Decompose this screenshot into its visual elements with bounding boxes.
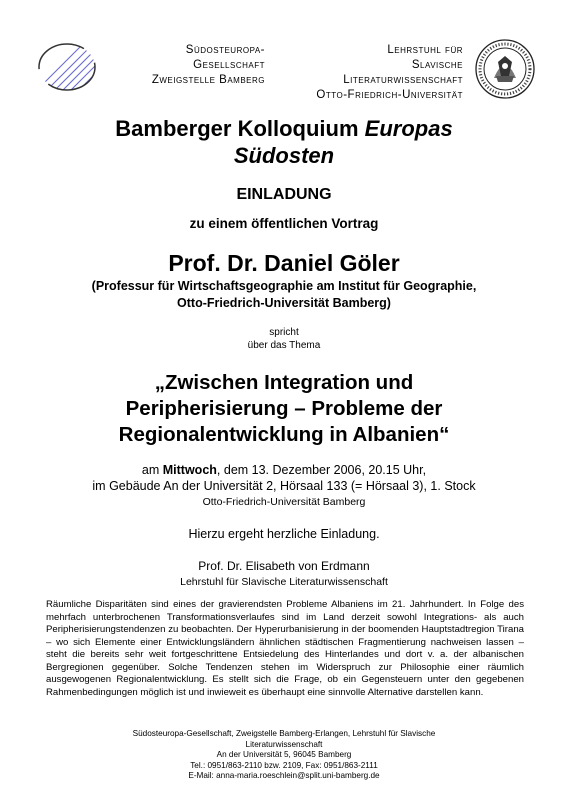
society-logo [35, 40, 99, 94]
lecture-topic [0, 370, 568, 448]
society-name [110, 43, 265, 88]
event-university: Otto-Friedrich-Universität Bamberg [202, 496, 366, 508]
invite-text: Hierzu ergeht herzliche Einladung. [188, 527, 380, 541]
footer-contact [40, 729, 528, 782]
footer-line-1: Südosteuropa-Gesellschaft, Zweigstelle Bamberg-Erlangen, Lehrstuhl für Slavische [132, 729, 436, 738]
affiliation-line-2: Otto-Friedrich-Universität Bamberg) [177, 296, 391, 310]
footer-line-5: E-Mail: anna-maria.roeschlein@split.uni-bamberg.de [188, 771, 380, 780]
title-line-2-italic: Südosten [233, 143, 335, 168]
signature-chair: Lehrstuhl für Slavische Literaturwissenschaft [180, 576, 388, 588]
spricht-line-2: über das Thema [247, 340, 321, 351]
chair-name [285, 43, 463, 103]
spricht-text [0, 326, 568, 352]
event-date: , dem 13. Dezember 2006, 20.15 Uhr, [216, 463, 427, 477]
invitation-heading: EINLADUNG [236, 186, 332, 203]
title-line-1: Bamberger Kolloquium [115, 116, 365, 141]
chair-line-2: Slavische [411, 59, 463, 71]
abstract-paragraph: Räumliche Disparitäten sind eines der gravierendsten Probleme Albaniens im 21. Jahrhundert. In Folge des mehrfach unterbrochenen Transformationsverlaufes sind im Land derzeit sowohl Integrations- als auch Peripherisierungstendenzen zu beobachten. Der Hyperurbanisierung in der boomenden Hauptstadtregion Tirana – wo sich Elemente einer Entwicklungsländern ähnlichen städtischen Fragmentierung nachweisen lassen – steht die bereits sehr weit fortgeschrittene Entsiedelung des Hinterlandes und dort v. a. der albanischen Bergregionen gegenüber. Solche Tendenzen stehen im Widerspruch zur Philosophie einer räumlich ausgewogenen Regionalentwicklung. Es stellt sich die Frage, ob ein Gegensteuern unter den gegebenen Rahmenbedingungen möglich ist und inwieweit es überhaupt eine sinnvolle Alternative darstellen kann. [46, 599, 524, 698]
topic-line-2: Peripherisierung – Probleme der [125, 397, 443, 420]
chair-line-1: Lehrstuhl für [387, 44, 463, 56]
footer-line-4: Tel.: 0951/863-2110 bzw. 2109, Fax: 0951/863-2111 [190, 760, 378, 770]
invitation-subtitle: zu einem öffentlichen Vortrag [189, 216, 379, 231]
speaker-name: Prof. Dr. Daniel Göler [168, 250, 400, 276]
society-line-2: Gesellschaft [193, 59, 265, 71]
chair-line-4: Otto-Friedrich-Universität [316, 89, 463, 101]
event-prefix: am [141, 463, 163, 477]
affiliation-line-1: (Professur für Wirtschaftsgeographie am Institut für Geographie, [91, 279, 477, 293]
footer-line-2: Literaturwissenschaft [245, 739, 323, 749]
topic-line-1: „Zwischen Integration und [154, 371, 414, 394]
event-location: im Gebäude An der Universität 2, Hörsaal 133 (= Hörsaal 3), 1. Stock [92, 479, 476, 493]
society-line-3: Zweigstelle Bamberg [151, 74, 265, 86]
chair-line-3: Literaturwissenschaft [343, 74, 463, 86]
event-info [0, 462, 568, 510]
signature [0, 558, 568, 590]
speaker-affiliation [0, 278, 568, 312]
society-line-1: Südosteuropa- [185, 44, 265, 56]
footer-line-3: An der Universität 5, 96045 Bamberg [216, 750, 352, 759]
title-line-1-italic: Europas [364, 116, 453, 141]
spricht-line-1: spricht [269, 327, 299, 338]
topic-line-3: Regionalentwicklung in Albanien“ [118, 423, 450, 446]
event-day: Mittwoch [162, 463, 217, 477]
signature-name: Prof. Dr. Elisabeth von Erdmann [198, 559, 370, 573]
university-seal [474, 38, 536, 100]
colloquium-title [0, 115, 568, 169]
